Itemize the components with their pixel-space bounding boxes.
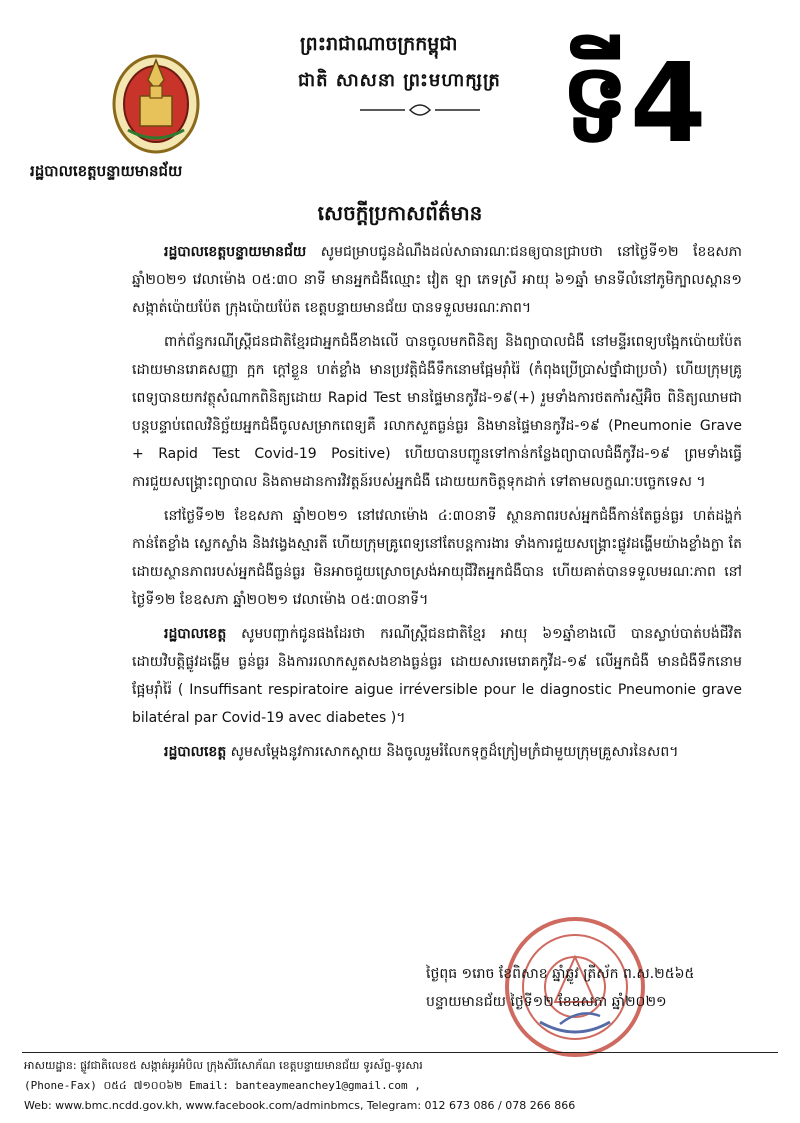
kingdom-heading: ព្រះរាជាណាចក្រកម្ពុជា (300, 33, 458, 55)
date-block (426, 960, 786, 1016)
footer-web: Web: www.bmc.ncdd.gov.kh, www.facebook.com/adminbmcs, Telegram: 012 673 086 / 078 266 866 (24, 1099, 576, 1112)
paragraph-4 (132, 620, 742, 732)
national-motto: ជាតិ សាសនា ព្រះមហាក្សត្រ (298, 70, 501, 91)
document-body (132, 238, 742, 772)
paragraph-4-lead: រដ្ឋបាលខេត្ត (164, 626, 227, 642)
document-title: សេចក្តីប្រកាសព័ត៌មាន (317, 201, 483, 225)
paragraph-5-lead: រដ្ឋបាលខេត្ត (164, 744, 227, 760)
provincial-emblem-icon (110, 46, 202, 156)
org-name: រដ្ឋបាលខេត្តបន្ទាយមានជ័យ (30, 162, 183, 180)
solar-date: បន្ទាយមានជ័យ ថ្ងៃទី១២ ខែឧសភា ឆ្នាំ២០២១ (426, 994, 667, 1010)
paragraph-1-text: សូមជម្រាបជូនដំណឹងដល់សាធារណៈជនឲ្យបានជ្រាបថា នៅថ្ងៃទី១២ ខែឧសភា ឆ្នាំ២០២១ វេលាម៉ោង ០៥:៣០ នាទី មានអ្នកជំងឺឈ្មោះ វៀត ឡា ភេទស្រី អាយុ ៦១ឆ្នាំ មានទីលំនៅភូមិក្បាលស្ពាន១ សង្កាត់ប៉ោយប៉ែត ក្រុងប៉ោយប៉ែត ខេត្តបន្ទាយមានជ័យ បានទទួលមរណៈភាព។ (132, 244, 742, 316)
paragraph-4-text: សូមបញ្ជាក់ជូនផងដែរថា ករណីស្ត្រីជនជាតិខ្មែរ អាយុ ៦១ឆ្នាំខាងលើ បានស្លាប់បាត់បង់ជីវិត ដោយវិបត្តិផ្លូវដង្ហើម ធ្ងន់ធ្ងរ និងការរលាកសួតសងខាងធ្ងន់ធ្ងរ ដោយសារមេរោគកូវីដ-១៩ លើអ្នកជំងឺ មានជំងឺទឹកនោមផ្អែមរ៉ាំរ៉ៃ ( Insuffisant respiratoire aigue irréversible pour le diagnostic Pneumonie grave bilatéral par Covid-19 avec diabetes )។ (132, 626, 743, 726)
footer (24, 1056, 784, 1116)
header-ornament-icon (360, 100, 480, 120)
paragraph-1 (132, 238, 742, 322)
footer-address: អាសយដ្ឋាន: ផ្លូវជាតិលេខ៥ សង្កាត់អូរអំបិល ក្រុងសិរីសោភ័ណ ខេត្តបន្ទាយមានជ័យ ទូរស័ព្ទ-ទូរសារ (24, 1059, 423, 1072)
paragraph-5 (132, 738, 742, 766)
paragraph-5-text: សូមសម្តែងនូវការសោកស្តាយ និងចូលរួមរំលែកទុក្ខដ៏ក្រៀមក្រំជាមួយក្រុមគ្រួសារនៃសព។ (230, 744, 679, 760)
paragraph-1-lead: រដ្ឋបាលខេត្តបន្ទាយមានជ័យ (164, 244, 307, 260)
paragraph-2: ពាក់ព័ន្ធករណីស្ត្រីជនជាតិខ្មែរជាអ្នកជំងឺខាងលើ បានចូលមកពិនិត្យ និងព្យាបាលជំងឺ នៅមន្ទីរពេទ្យបង្អែកប៉ោយប៉ែត ដោយមានរោគសញ្ញា ក្អក ក្តៅខ្លួន ហត់ខ្លាំង មានប្រវត្តិជំងឺទឹកនោមផ្អែមរ៉ាំរ៉ៃ (កំពុងប្រើប្រាស់ថ្នាំជាប្រចាំ) ហើយក្រុមគ្រូពេទ្យបានយកវត្ថុសំណាកពិនិត្យដោយ Rapid Test មានផ្ទៃមានកូវីដ-១៩(+) រួមទាំងការថតកាំរស្មីអ៊ិច ពិនិត្យឈាមជាបន្តបន្ទាប់ពេលវិនិច្ឆ័យអ្នកជំងឺចូលសម្រាកពេទ្យគឺ រលាកសួតធ្ងន់ធ្ងរ និងមានផ្ទៃមានកូវីដ-១៩ (Pneumonie Grave + Rapid Test Covid-19 Positive) ហើយបានបញ្ជូនទៅកាន់កន្លែងព្យាបាលជំងឺកូវីដ-១៩ ព្រមទាំងធ្វើការជួយសង្គ្រោះព្យាបាល និងតាមដានការវិវត្តន៍របស់អ្នកជំងឺ ដោយយកចិត្តទុកដាក់ ទៅតាមលក្ខណៈបច្ចេកទេស ។ (132, 334, 742, 490)
footer-divider (22, 1052, 778, 1053)
lunar-date: ថ្ងៃពុធ ១រោច ខែពិសាខ ឆ្នាំឆ្លូវ ត្រីស័ក ព.ស.២៥៦៥ (426, 966, 695, 982)
document-number-badge: ទី4 (560, 39, 707, 167)
footer-contact: (Phone-Fax) ០៥៤ ៧១០០៦២ Email: banteaymeanchey1@gmail.com , (24, 1079, 421, 1092)
paragraph-3: នៅថ្ងៃទី១២ ខែឧសភា ឆ្នាំ២០២១ នៅវេលាម៉ោង ៤:៣០នាទី ស្ថានភាពរបស់អ្នកជំងឺកាន់តែធ្ងន់ធ្ងរ ហត់ដង្ហក់កាន់តែខ្លាំង ស្លេកស្លាំង និងវង្វេងស្មារតី ហើយក្រុមគ្រូពេទ្យនៅតែបន្តការងារ ទាំងការជួយសង្គ្រោះផ្លូវដង្ហើមយ៉ាងខ្លាំងក្លា តែដោយស្ថានភាពរបស់អ្នកជំងឺធ្ងន់ធ្ងរ មិនអាចជួយស្រោចស្រង់អាយុជីវិតអ្នកជំងឺបាន ហើយគាត់បានទទួលមរណៈភាព នៅថ្ងៃទី១២ ខែឧសភា ឆ្នាំ២០២១ វេលាម៉ោង ០៥:៣០នាទី។ (132, 508, 742, 608)
